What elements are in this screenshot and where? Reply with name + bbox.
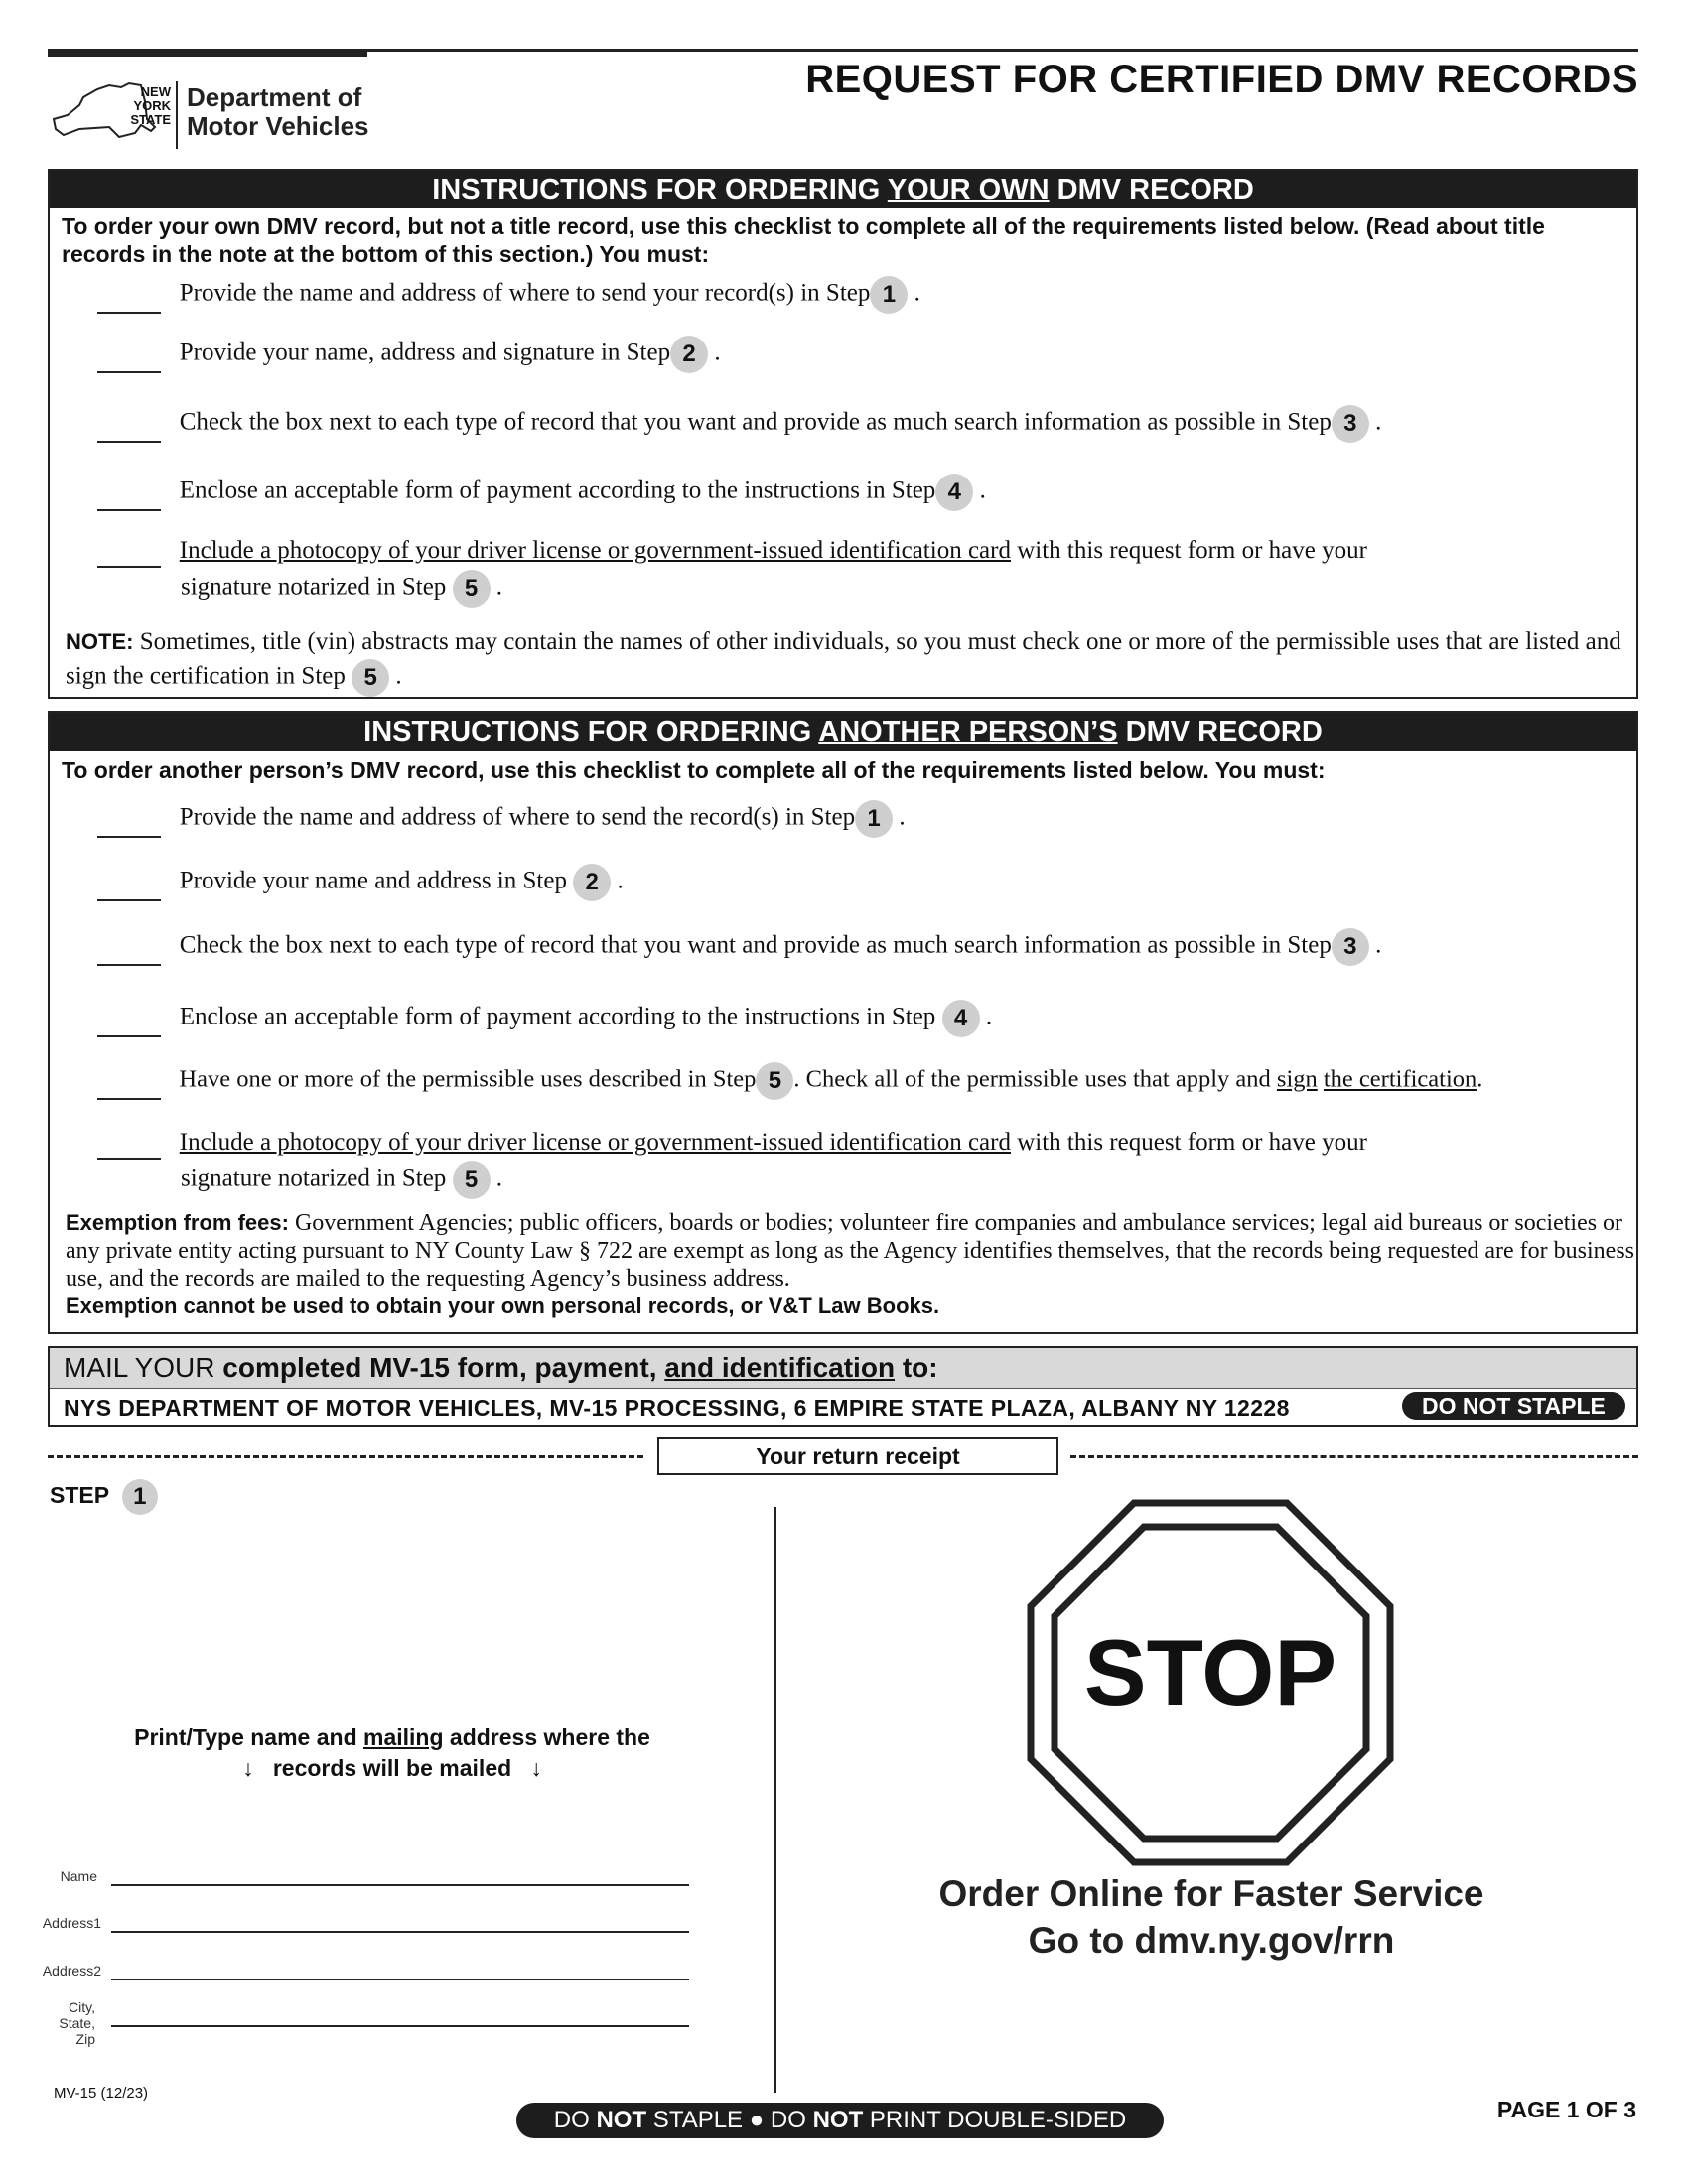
own-item-5-line2-text: signature notarized in Step (181, 573, 447, 601)
state-line-1: NEW (140, 84, 171, 99)
check-blank[interactable] (97, 1078, 161, 1100)
check-blank[interactable] (97, 944, 161, 966)
dept-line-1: Department of (187, 82, 362, 112)
footer-print: PRINT DOUBLE-SIDED (863, 2107, 1127, 2133)
other-item-3: Check the box next to each type of record that you want and provide as much search information as possible in Step 3 . (97, 928, 1381, 966)
zip-label: Zip (75, 2031, 95, 2047)
own-item-5-underlined: Include a photocopy of your driver license or government-issued identification card (179, 537, 1011, 564)
own-item-2-text: Provide your name, address and signature in Step (179, 339, 671, 366)
other-item-5: Have one or more of the permissible uses described in Step 5 . Check all of the permissible uses that apply and sign the certification. (97, 1062, 1482, 1100)
mail-your: MAIL YOUR (64, 1352, 215, 1383)
header-rule-accent (48, 49, 367, 57)
footer-do: DO (553, 2107, 597, 2133)
other-item-1: Provide the name and address of where to send the record(s) in Step 1 . (97, 800, 906, 838)
other-item-6 (97, 1126, 1367, 1160)
footer-not-2: NOT (812, 2107, 864, 2133)
own-item-5-line2: signature notarized in Step 5 . (181, 570, 502, 608)
step-5-badge: 5 (756, 1062, 793, 1100)
other-heading-pre: INSTRUCTIONS FOR ORDERING (363, 716, 819, 748)
instr-mailing: mailing (363, 1724, 444, 1750)
own-heading-pre: INSTRUCTIONS FOR ORDERING (432, 174, 888, 205)
step-5-badge: 5 (453, 1161, 491, 1199)
other-item-2: Provide your name and address in Step 2 . (97, 864, 624, 901)
other-item-6-underlined: Include a photocopy of your driver license or government-issued identification card (179, 1129, 1011, 1156)
no-staple-badge: DO NOT STAPLE (1402, 1392, 1625, 1420)
return-receipt-label: Your return receipt (657, 1437, 1058, 1475)
check-blank[interactable] (97, 546, 161, 568)
check-blank[interactable] (97, 351, 161, 373)
other-item-5-pre: Have one or more of the permissible uses described in Step (179, 1065, 757, 1093)
mail-heading (50, 1348, 1636, 1389)
mailing-instructions (48, 1346, 1638, 1427)
state-line-3: STATE (130, 112, 171, 127)
step-1-heading (50, 1479, 158, 1515)
check-blank[interactable] (97, 816, 161, 838)
page-title: REQUEST FOR CERTIFIED DMV RECORDS (805, 58, 1638, 101)
instr-post: address where the (443, 1724, 650, 1750)
other-item-1-text: Provide the name and address of where to send the record(s) in Step (179, 803, 856, 831)
address1-field[interactable] (111, 1931, 689, 1933)
check-blank[interactable] (97, 489, 161, 511)
nys-logo-text (111, 85, 171, 127)
step-5-badge: 5 (352, 659, 389, 697)
check-blank[interactable] (97, 880, 161, 901)
other-item-3-text: Check the box next to each type of record that you want and provide as much search information as possible in Step (179, 931, 1332, 959)
own-item-4-text: Enclose an acceptable form of payment according to the instructions in Step (179, 477, 936, 504)
note-label: NOTE: (66, 629, 134, 654)
own-item-2: Provide your name, address and signature in Step 2 . (97, 336, 721, 373)
city-label: City, (69, 1999, 95, 2015)
cut-line-left (48, 1455, 643, 1458)
check-blank[interactable] (97, 421, 161, 443)
other-intro: To order another person’s DMV record, use this checklist to complete all of the requirements listed below. You must: (62, 757, 1326, 783)
state-label: State, (59, 2015, 95, 2031)
other-item-6-line2-text: signature notarized in Step (181, 1164, 447, 1192)
check-blank[interactable] (97, 1016, 161, 1037)
mail-address: NYS DEPARTMENT OF MOTOR VEHICLES, MV-15 PROCESSING, 6 EMPIRE STATE PLAZA, ALBANY NY 12228 (64, 1395, 1290, 1421)
order-online-text (874, 1870, 1549, 1964)
city-state-zip-field[interactable] (111, 2025, 689, 2027)
cut-line-right (1070, 1455, 1638, 1458)
footer-warning (516, 2103, 1164, 2138)
down-arrow-icon: ↓ (242, 1755, 254, 1781)
check-blank[interactable] (97, 292, 161, 314)
exemption-bold: Exemption cannot be used to obtain your own personal records, or V&T Law Books. (66, 1294, 940, 1318)
step-3-badge: 3 (1332, 405, 1369, 443)
mail-to: to: (895, 1352, 938, 1383)
note-text: Sometimes, title (vin) abstracts may contain the names of other individuals, so you must check one or more of the permissible uses that are listed and sign the certification in Step (66, 628, 1621, 690)
footer-not: NOT (596, 2107, 647, 2133)
check-blank[interactable] (97, 1138, 161, 1160)
exemption-note (66, 1209, 1634, 1320)
instr-line2: records will be mailed (272, 1755, 512, 1781)
online-line-1: Order Online for Faster Service (938, 1873, 1484, 1914)
other-heading-emphasis: ANOTHER PERSON’S (818, 716, 1118, 748)
mail-address-row (50, 1389, 1636, 1427)
other-item-5-mid: . Check all of the permissible uses that apply and (793, 1065, 1277, 1093)
form-id: MV-15 (12/23) (54, 2085, 149, 2102)
step-1-badge: 1 (855, 800, 893, 838)
own-note: NOTE: Sometimes, title (vin) abstracts may contain the names of other individuals, so you must check one or more of the permissible uses that are listed and sign the certification in Step 5 . (66, 625, 1624, 697)
dept-line-2: Motor Vehicles (187, 111, 369, 141)
own-item-3-text: Check the box next to each type of record that you want and provide as much search information as possible in Step (179, 408, 1332, 436)
step-4-badge: 4 (942, 1000, 980, 1037)
exemption-text: Government Agencies; public officers, boards or bodies; volunteer fire companies and ambulance services; legal aid bureaus or societies or any private entity acting pursuant to NY County Law § 722 are exempt as long as the Agency identifies themselves, that the records being requested are for business use, and the records are mailed to the requesting Agency’s business address. (66, 1210, 1635, 1292)
mail-and-id: and identification (664, 1352, 896, 1383)
bullet-icon: ● (749, 2107, 765, 2133)
other-item-2-text: Provide your name and address in Step (179, 867, 567, 894)
own-item-3: Check the box next to each type of record that you want and provide as much search information as possible in Step 3 . (97, 405, 1381, 443)
other-item-6-line2: signature notarized in Step 5 . (181, 1161, 502, 1199)
address1-label: Address1 (42, 1915, 101, 1931)
stop-sign-text: STOP (1083, 1620, 1337, 1724)
city-state-zip-label (34, 1999, 95, 2047)
other-item-4-text: Enclose an acceptable form of payment according to the instructions in Step (179, 1003, 936, 1030)
own-heading-post: DMV RECORD (1049, 174, 1254, 205)
other-item-4: Enclose an acceptable form of payment according to the instructions in Step 4 . (97, 1000, 992, 1037)
step-5-badge: 5 (453, 570, 491, 608)
footer-staple: STAPLE (646, 2107, 750, 2133)
footer-do2: DO (764, 2107, 813, 2133)
own-item-4: Enclose an acceptable form of payment according to the instructions in Step 4 . (97, 474, 986, 511)
step-label: STEP (50, 1482, 110, 1509)
page-number: PAGE 1 OF 3 (1496, 2097, 1636, 2122)
state-line-2: YORK (133, 98, 171, 113)
step-1-badge: 1 (122, 1479, 158, 1515)
other-record-heading (50, 713, 1636, 751)
own-intro: To order your own DMV record, but not a title record, use this checklist to complete all of the requirements listed below. (Read about title records in the note at the bottom of this section.) You must: (62, 213, 1545, 267)
exemption-label: Exemption from fees: (66, 1210, 289, 1235)
online-url[interactable]: Go to dmv.ny.gov/rrn (1028, 1920, 1395, 1961)
own-record-heading (50, 171, 1636, 208)
step-1-badge: 1 (870, 276, 908, 314)
own-item-5 (97, 534, 1367, 568)
own-item-1-text: Provide the name and address of where to send your record(s) in Step (179, 279, 871, 307)
step-2-badge: 2 (573, 864, 611, 901)
other-heading-post: DMV RECORD (1117, 716, 1323, 748)
step-4-badge: 4 (935, 474, 973, 511)
address-instructions (99, 1722, 685, 1784)
logo-divider (176, 81, 178, 149)
own-heading-emphasis: YOUR OWN (887, 174, 1050, 205)
other-item-6-rest: with this request form or have your (1010, 1129, 1367, 1156)
other-item-5-sign: sign (1276, 1065, 1318, 1093)
address2-field[interactable] (111, 1979, 689, 1980)
dept-name (187, 83, 369, 141)
mail-completed: completed MV-15 form, payment, (214, 1352, 665, 1383)
name-label: Name (60, 1868, 97, 1884)
own-item-1: Provide the name and address of where to send your record(s) in Step 1 . (97, 276, 920, 314)
address2-label: Address2 (42, 1963, 101, 1979)
step-2-badge: 2 (670, 336, 708, 373)
other-item-5-cert: the certification (1323, 1065, 1477, 1093)
name-field[interactable] (111, 1884, 689, 1886)
instr-pre: Print/Type name and (134, 1724, 364, 1750)
step-3-badge: 3 (1332, 928, 1369, 966)
down-arrow-icon: ↓ (530, 1755, 542, 1781)
receipt-divider (774, 1507, 776, 2093)
own-item-5-rest: with this request form or have your (1010, 537, 1367, 564)
